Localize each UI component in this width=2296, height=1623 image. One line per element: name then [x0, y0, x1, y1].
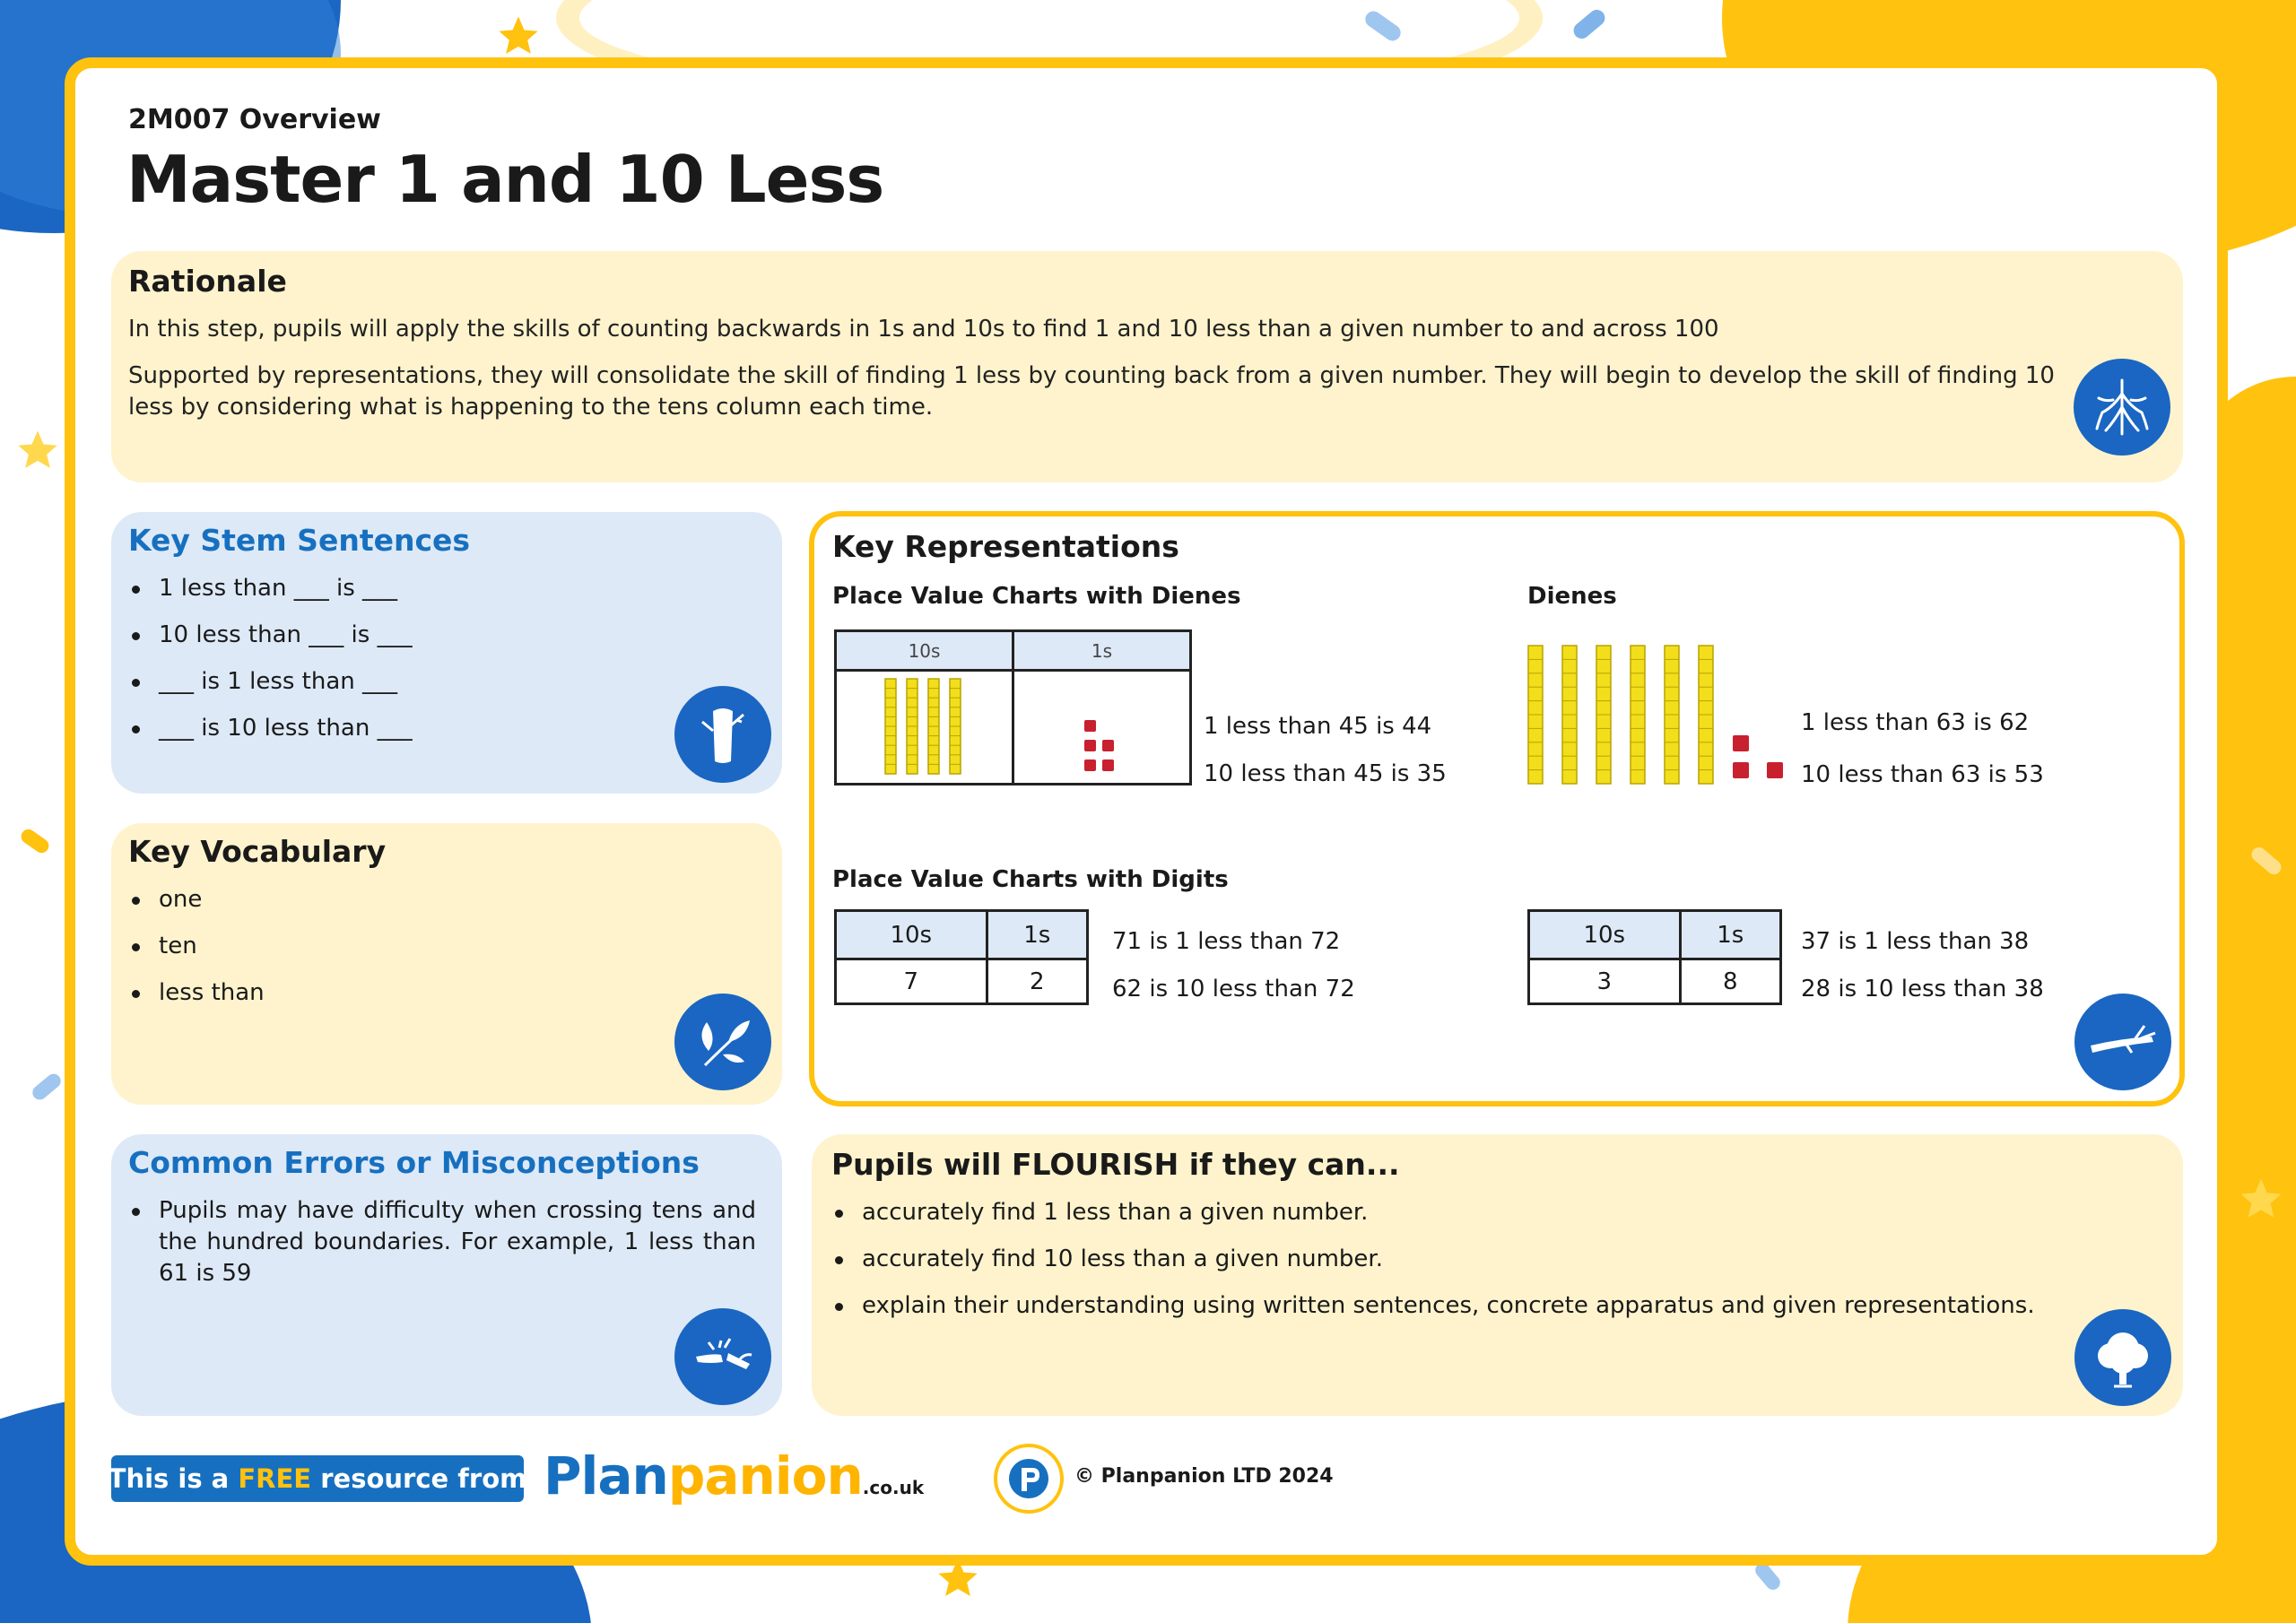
ones-cube	[1084, 720, 1096, 732]
copyright: © Planpanion LTD 2024	[1074, 1465, 1334, 1488]
dienes-sentence-2: 10 less than 63 is 53	[1801, 761, 2044, 788]
dienes-sentence-1: 1 less than 63 is 62	[1801, 709, 2030, 736]
confetti	[30, 1071, 64, 1102]
logo-part-1: Plan	[544, 1445, 668, 1506]
planpanion-logo[interactable]	[544, 1445, 924, 1506]
free-resource-badge	[108, 1455, 527, 1502]
list-item: ___ is 10 less than ___	[128, 713, 413, 744]
flourish-list	[831, 1197, 2087, 1337]
ones-cube	[1733, 735, 1749, 751]
dienes-ones-cubes	[1014, 672, 1189, 779]
list-item: less than	[128, 977, 265, 1009]
badge-free: FREE	[238, 1463, 312, 1494]
vocabulary-list	[128, 884, 265, 1024]
errors-panel	[111, 1134, 782, 1416]
confetti	[18, 827, 51, 856]
list-item: 1 less than ___ is ___	[128, 573, 413, 604]
tree-trunk-icon	[674, 686, 771, 783]
list-item: explain their understanding using written sentences, concrete apparatus and given representations.	[831, 1290, 2087, 1322]
star-icon	[2237, 1175, 2285, 1223]
dienes-blocks	[1525, 642, 1794, 785]
pv-digits-left-sentence-2: 62 is 10 less than 72	[1112, 976, 1355, 1002]
dienes-heading: Dienes	[1527, 583, 1617, 610]
broken-branch-icon	[674, 1308, 771, 1405]
rationale-paragraph-2: Supported by representations, they will consolidate the skill of finding 1 less by counting back from a given number. They will begin to develop the skill of finding 10 less by considering what is happening to the tens column each time.	[128, 362, 2055, 421]
flourish-heading: Pupils will FLOURISH if they can...	[831, 1147, 1400, 1182]
list-item: ten	[128, 931, 265, 962]
list-item: 10 less than ___ is ___	[128, 620, 413, 651]
ones-cube	[1084, 759, 1096, 771]
errors-heading: Common Errors or Misconceptions	[128, 1145, 700, 1180]
tens-digit: 3	[1529, 959, 1681, 1004]
list-item: Pupils may have difficulty when crossing tens and the hundred boundaries. For example, 1 less than 61 is 59	[128, 1195, 756, 1289]
pv-digits-right-sentence-2: 28 is 10 less than 38	[1801, 976, 2044, 1002]
list-item: accurately find 1 less than a given number.	[831, 1197, 2087, 1228]
pv-dienes-sentence-2: 10 less than 45 is 35	[1204, 760, 1447, 787]
flourish-panel	[812, 1134, 2183, 1416]
ones-digit: 8	[1680, 959, 1780, 1004]
logo-domain: .co.uk	[862, 1477, 925, 1498]
ones-cube	[1102, 759, 1114, 771]
pv-dienes-sentence-1: 1 less than 45 is 44	[1204, 713, 1432, 740]
rationale-panel	[111, 251, 2183, 482]
vocabulary-heading: Key Vocabulary	[128, 834, 387, 869]
list-item: ___ is 1 less than ___	[128, 666, 413, 698]
ones-cube	[1102, 740, 1114, 751]
vocabulary-panel	[111, 823, 782, 1105]
roots-icon	[2074, 359, 2170, 456]
stem-sentences-panel	[111, 512, 782, 794]
planpanion-badge-icon	[994, 1444, 1064, 1514]
pv-digits-right-sentence-1: 37 is 1 less than 38	[1801, 928, 2030, 955]
list-item: one	[128, 884, 265, 916]
pv-digits-chart-left	[834, 909, 1089, 1005]
ones-cube	[1733, 762, 1749, 778]
tens-digit: 7	[836, 959, 987, 1004]
confetti	[1570, 6, 1608, 42]
pv-dienes-heading: Place Value Charts with Dienes	[832, 583, 1241, 610]
representations-heading: Key Representations	[832, 529, 1179, 564]
stem-sentences-list	[128, 573, 413, 759]
tens-column-header: 10s	[836, 631, 1013, 671]
ones-cube	[1767, 762, 1783, 778]
lesson-code: 2M007 Overview	[128, 104, 381, 135]
pv-digits-left-sentence-1: 71 is 1 less than 72	[1112, 928, 1341, 955]
ones-column-header: 1s	[987, 911, 1087, 959]
badge-suffix: resource from	[311, 1463, 527, 1494]
ones-cube	[1084, 740, 1096, 751]
tens-cell	[836, 671, 1013, 785]
pv-dienes-chart	[834, 629, 1192, 785]
page-title: Master 1 and 10 Less	[126, 142, 884, 217]
ones-column-header: 1s	[1680, 911, 1780, 959]
tens-column-header: 10s	[836, 911, 987, 959]
star-icon	[14, 427, 61, 473]
errors-list	[128, 1195, 756, 1305]
tens-column-header: 10s	[1529, 911, 1681, 959]
pv-digits-heading: Place Value Charts with Digits	[832, 866, 1229, 893]
ones-cell	[1013, 671, 1191, 785]
star-icon	[495, 13, 542, 59]
stem-sentences-heading: Key Stem Sentences	[128, 523, 471, 558]
pv-digits-chart-right	[1527, 909, 1782, 1005]
branch-icon	[2074, 994, 2171, 1090]
rationale-paragraph-1: In this step, pupils will apply the skills of counting backwards in 1s and 10s to find 1 and 10 less than a given number to and across 100	[128, 316, 1719, 343]
leaves-icon	[674, 994, 771, 1090]
tree-icon	[2074, 1309, 2171, 1406]
logo-part-2: panion	[667, 1445, 863, 1506]
list-item: accurately find 10 less than a given number.	[831, 1244, 2087, 1275]
ones-digit: 2	[987, 959, 1087, 1004]
ones-column-header: 1s	[1013, 631, 1191, 671]
badge-prefix: This is a	[108, 1463, 239, 1494]
dienes-tens-rods	[837, 672, 1012, 779]
rationale-heading: Rationale	[128, 264, 287, 299]
